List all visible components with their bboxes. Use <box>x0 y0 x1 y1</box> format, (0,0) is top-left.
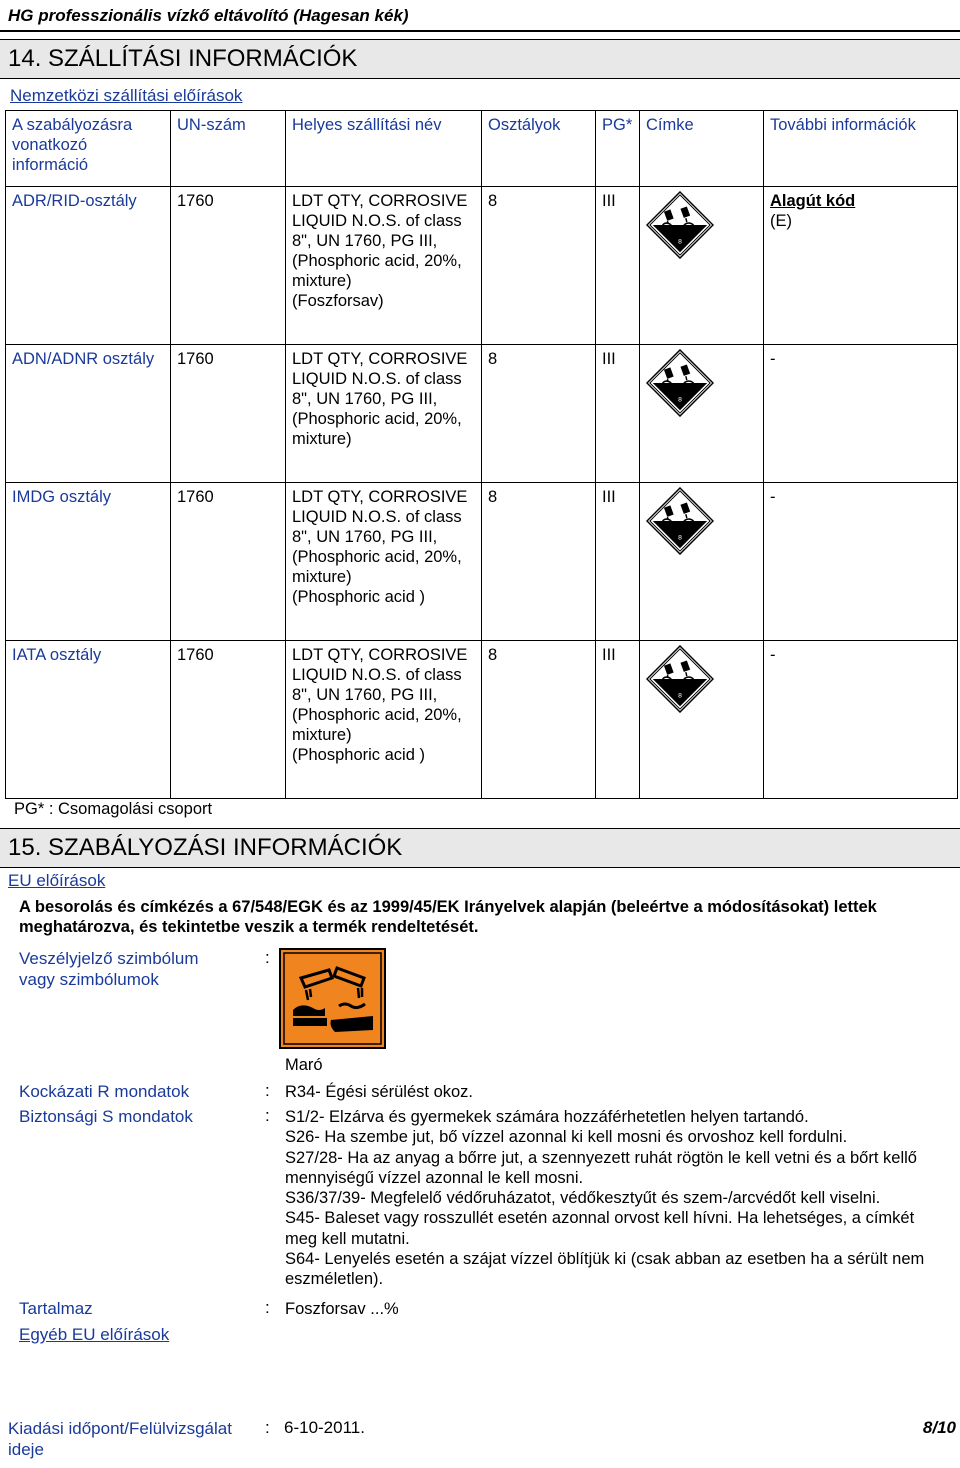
corrosive-class-8-icon <box>646 645 714 713</box>
tunnel-code-label: Alagút kód <box>770 192 856 210</box>
row-additional-info: - <box>764 483 958 641</box>
row-label <box>640 345 764 483</box>
shipping-name-text: LDT QTY, CORROSIVE LIQUID N.O.S. of class 8", UN 1760, PG III, (Phosphoric acid, 20%, mixture) <box>292 646 468 744</box>
col-un-number: UN-szám <box>171 111 286 187</box>
row-un-number: 1760 <box>171 345 286 483</box>
row-pg: III <box>596 345 640 483</box>
s-phrase: S26- Ha szembe jut, bő vízzel azonnal ki kell mosni és orvoshoz kell fordulni. <box>285 1128 848 1147</box>
corrosive-class-8-icon <box>646 349 714 417</box>
table-header-row <box>6 111 958 187</box>
row-additional-info <box>764 187 958 345</box>
table-row <box>6 483 958 641</box>
issue-date-value: 6-10-2011. <box>284 1418 365 1437</box>
row-shipping-name <box>286 345 482 483</box>
row-additional-info: - <box>764 345 958 483</box>
col-classes: Osztályok <box>482 111 596 187</box>
shipping-name-text: LDT QTY, CORROSIVE LIQUID N.O.S. of class 8", UN 1760, PG III, (Phosphoric acid, 20%, mixture) <box>292 350 468 448</box>
hazard-symbol-label: Veszélyjelző szimbólum vagy szimbólumok <box>19 949 199 989</box>
row-label <box>640 483 764 641</box>
s-phrase: S36/37/39- Megfelelő védőruházatot, védőkesztyűt és szem-/arcvédőt kell viselni. <box>285 1189 881 1208</box>
r-phrases-value: R34- Égési sérülést okoz. <box>285 1083 474 1101</box>
transport-table <box>5 110 958 799</box>
row-class: 8 <box>482 345 596 483</box>
col-shipping-name: Helyes szállítási név <box>286 111 482 187</box>
col-label: Címke <box>640 111 764 187</box>
row-regulation: IATA osztály <box>6 641 171 799</box>
row-regulation: ADN/ADNR osztály <box>6 345 171 483</box>
s-phrase: S1/2- Elzárva és gyermekek számára hozzáférhetetlen helyen tartandó. <box>285 1108 809 1126</box>
row-class: 8 <box>482 483 596 641</box>
document-title: HG professzionális vízkő eltávolító (Hagesan kék) <box>8 6 409 25</box>
shipping-name-text: LDT QTY, CORROSIVE LIQUID N.O.S. of class 8", UN 1760, PG III, (Phosphoric acid, 20%, mixture) <box>292 192 468 290</box>
contents-value: Foszforsav ...% <box>285 1300 399 1318</box>
page-number: 8/10 <box>922 1418 956 1437</box>
shipping-name-extra: (Foszforsav) <box>292 292 384 310</box>
row-label <box>640 187 764 345</box>
s-phrase: S64- Lenyelés esetén a szájat vízzel öblítjük ki (csak abban az esetben ha a sérült nem eszméletlen). <box>285 1250 925 1289</box>
table-row <box>6 345 958 483</box>
colon: : <box>265 1418 270 1437</box>
row-class: 8 <box>482 641 596 799</box>
colon: : <box>265 1081 270 1100</box>
r-phrases-label: Kockázati R mondatok <box>19 1082 190 1101</box>
shipping-name-extra: (Phosphoric acid ) <box>292 746 425 764</box>
row-label <box>640 641 764 799</box>
col-regulation: A szabályozásra vonatkozó információ <box>6 111 171 187</box>
s-phrase: S27/28- Ha az anyag a bőrre jut, a szennyezett ruhát rögtön le kell vetni és a bőrt kellő mennyiségű vízzel azonnal le kell mosni. <box>285 1148 917 1187</box>
row-pg: III <box>596 483 640 641</box>
row-un-number: 1760 <box>171 187 286 345</box>
shipping-name-extra: (Phosphoric acid ) <box>292 588 425 606</box>
section-14-title: 14. SZÁLLÍTÁSI INFORMÁCIÓK <box>8 45 358 72</box>
classification-sentence: A besorolás és címkézés a 67/548/EGK és az 1999/45/EK Irányelvek alapján (beleértve a módosításokat) lettek meghatározva, és tekintetbe veszik a termék rendeltetését. <box>19 898 877 936</box>
row-pg: III <box>596 641 640 799</box>
issue-date-label: Kiadási időpont/Felülvizsgálat ideje <box>8 1419 232 1459</box>
colon: : <box>265 1106 270 1125</box>
section-14-title-bar <box>0 39 960 79</box>
eu-regulations-link[interactable]: EU előírások <box>8 871 106 890</box>
table-row <box>6 641 958 799</box>
row-additional-info: - <box>764 641 958 799</box>
table-row <box>6 187 958 345</box>
section-15-title: 15. SZABÁLYOZÁSI INFORMÁCIÓK <box>8 834 403 861</box>
col-additional-info: További információk <box>764 111 958 187</box>
row-shipping-name <box>286 641 482 799</box>
row-shipping-name <box>286 483 482 641</box>
pg-footnote: PG* : Csomagolási csoport <box>14 800 213 818</box>
corrosive-class-8-icon <box>646 487 714 555</box>
tunnel-code-value: (E) <box>770 212 792 230</box>
international-transport-link[interactable]: Nemzetközi szállítási előírások <box>10 86 243 105</box>
row-un-number: 1760 <box>171 483 286 641</box>
contents-label: Tartalmaz <box>19 1299 93 1318</box>
section-15-title-bar <box>0 828 960 868</box>
shipping-name-text: LDT QTY, CORROSIVE LIQUID N.O.S. of class 8", UN 1760, PG III, (Phosphoric acid, 20%, mixture) <box>292 488 468 586</box>
row-regulation: IMDG osztály <box>6 483 171 641</box>
colon: : <box>265 1298 270 1317</box>
s-phrase: S45- Baleset vagy rosszullét esetén azonnal orvost kell hívni. Ha lehetséges, a címkét meg kell mutatni. <box>285 1209 915 1248</box>
row-un-number: 1760 <box>171 641 286 799</box>
corrosive-class-8-icon <box>646 191 714 259</box>
colon: : <box>265 948 270 967</box>
other-eu-regulations-link[interactable]: Egyéb EU előírások <box>19 1325 170 1344</box>
s-phrases-list <box>285 1107 945 1290</box>
row-regulation: ADR/RID-osztály <box>6 187 171 345</box>
document-header <box>0 0 960 32</box>
hazard-symbol-caption: Maró <box>285 1056 323 1074</box>
corrosive-symbol-icon <box>279 948 386 1049</box>
s-phrases-label: Biztonsági S mondatok <box>19 1107 193 1126</box>
col-pg: PG* <box>596 111 640 187</box>
row-pg: III <box>596 187 640 345</box>
row-class: 8 <box>482 187 596 345</box>
row-shipping-name <box>286 187 482 345</box>
